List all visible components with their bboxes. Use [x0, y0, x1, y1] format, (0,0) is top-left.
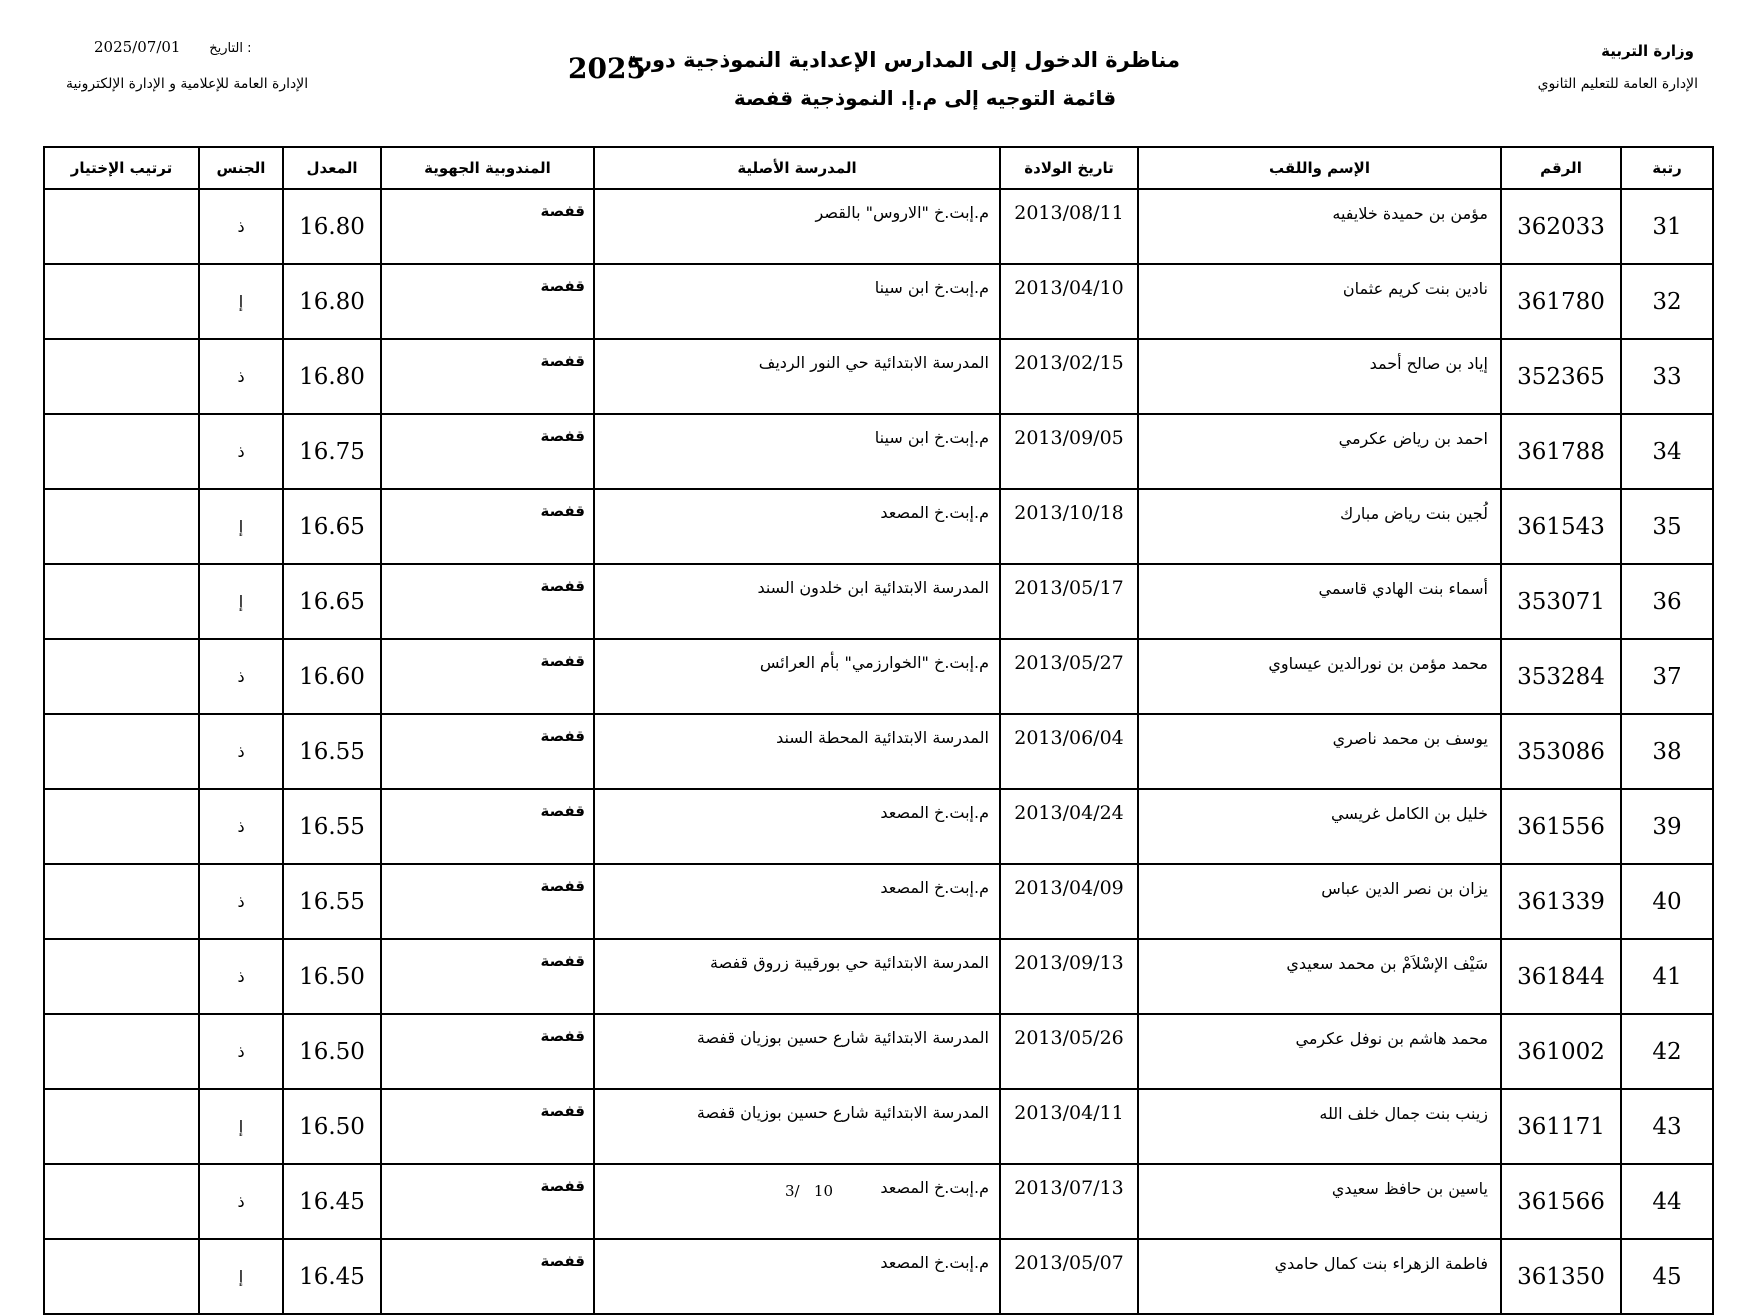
cell-delegation: قفصة: [381, 414, 594, 489]
cell-rank: 39: [1621, 789, 1713, 864]
cell-dob: 2013/02/15: [1000, 339, 1138, 414]
cell-rank: 32: [1621, 264, 1713, 339]
column-header-gender: الجنس: [199, 147, 283, 189]
cell-name: أسماء بنت الهادي قاسمي: [1138, 564, 1501, 639]
cell-average: 16.50: [283, 1014, 381, 1089]
table-row: [44, 789, 1713, 864]
cell-choice: [44, 1239, 199, 1314]
cell-school: المدرسة الابتدائية شارع حسين بوزيان قفصة: [594, 1014, 1000, 1089]
cell-dob: 2013/04/10: [1000, 264, 1138, 339]
date-label: التاريخ :: [209, 41, 252, 56]
table-row: [44, 339, 1713, 414]
cell-dob: 2013/06/04: [1000, 714, 1138, 789]
page-subtitle: قائمة التوجيه إلى م.إ. النموذجية قفصة: [733, 86, 1117, 110]
cell-school: المدرسة الابتدائية حي النور الرديف: [594, 339, 1000, 414]
cell-choice: [44, 1164, 199, 1239]
cell-school: م.إبت.خ المصعد: [594, 1164, 1000, 1239]
cell-gender: إ: [199, 1089, 283, 1164]
table-row: [44, 1014, 1713, 1089]
column-header-delegation: المندوبية الجهوية: [381, 147, 594, 189]
cell-choice: [44, 939, 199, 1014]
cell-gender: ذ: [199, 939, 283, 1014]
cell-choice: [44, 189, 199, 264]
cell-delegation: قفصة: [381, 1164, 594, 1239]
cell-school: م.إبت.خ "الاروس" بالقصر: [594, 189, 1000, 264]
cell-choice: [44, 414, 199, 489]
cell-dob: 2013/04/09: [1000, 864, 1138, 939]
cell-school: م.إبت.خ المصعد: [594, 489, 1000, 564]
cell-choice: [44, 639, 199, 714]
cell-average: 16.45: [283, 1239, 381, 1314]
results-table: [43, 146, 1714, 1315]
cell-school: م.إبت.خ المصعد: [594, 864, 1000, 939]
table-row: [44, 264, 1713, 339]
table-row: [44, 939, 1713, 1014]
directorate-name: الإدارة العامة للتعليم الثانوي: [1537, 76, 1698, 92]
cell-id: 361780: [1501, 264, 1621, 339]
cell-name: خليل بن الكامل غريسي: [1138, 789, 1501, 864]
cell-rank: 34: [1621, 414, 1713, 489]
cell-name: ياسين بن حافظ سعيدي: [1138, 1164, 1501, 1239]
cell-average: 16.55: [283, 714, 381, 789]
cell-average: 16.65: [283, 564, 381, 639]
cell-name: لُجين بنت رياض مبارك: [1138, 489, 1501, 564]
table-row: [44, 414, 1713, 489]
cell-choice: [44, 1014, 199, 1089]
table-row: [44, 489, 1713, 564]
cell-gender: ذ: [199, 1014, 283, 1089]
table-row: [44, 189, 1713, 264]
cell-name: زينب بنت جمال خلف الله: [1138, 1089, 1501, 1164]
cell-delegation: قفصة: [381, 864, 594, 939]
cell-delegation: قفصة: [381, 1089, 594, 1164]
cell-id: 353071: [1501, 564, 1621, 639]
page-current: 3: [785, 1182, 795, 1200]
cell-delegation: قفصة: [381, 639, 594, 714]
cell-dob: 2013/10/18: [1000, 489, 1138, 564]
cell-rank: 35: [1621, 489, 1713, 564]
table-row: [44, 1164, 1713, 1239]
cell-average: 16.45: [283, 1164, 381, 1239]
title-year: 2025: [568, 52, 646, 85]
cell-rank: 31: [1621, 189, 1713, 264]
column-header-choice: ترتيب الإختيار: [44, 147, 199, 189]
cell-gender: إ: [199, 264, 283, 339]
cell-id: 353284: [1501, 639, 1621, 714]
cell-average: 16.55: [283, 789, 381, 864]
cell-choice: [44, 489, 199, 564]
cell-dob: 2013/04/24: [1000, 789, 1138, 864]
cell-dob: 2013/09/05: [1000, 414, 1138, 489]
cell-school: المدرسة الابتدائية حي بورقيبة زروق قفصة: [594, 939, 1000, 1014]
cell-choice: [44, 864, 199, 939]
cell-rank: 38: [1621, 714, 1713, 789]
cell-choice: [44, 1089, 199, 1164]
cell-name: مؤمن بن حميدة خلايفيه: [1138, 189, 1501, 264]
table-row: [44, 1239, 1713, 1314]
date-line: [94, 38, 252, 56]
cell-name: احمد بن رياض عكرمي: [1138, 414, 1501, 489]
column-header-name: الإسم واللقب: [1138, 147, 1501, 189]
cell-dob: 2013/05/17: [1000, 564, 1138, 639]
column-header-dob: تاريخ الولادة: [1000, 147, 1138, 189]
cell-average: 16.50: [283, 1089, 381, 1164]
cell-id: 361566: [1501, 1164, 1621, 1239]
cell-average: 16.80: [283, 189, 381, 264]
cell-rank: 36: [1621, 564, 1713, 639]
cell-dob: 2013/07/13: [1000, 1164, 1138, 1239]
column-header-rank: رتبة: [1621, 147, 1713, 189]
cell-school: المدرسة الابتدائية ابن خلدون السند: [594, 564, 1000, 639]
cell-id: 361002: [1501, 1014, 1621, 1089]
date-value: 2025/07/01: [94, 38, 181, 56]
column-header-id: الرقم: [1501, 147, 1621, 189]
cell-id: 361844: [1501, 939, 1621, 1014]
cell-school: م.إبت.خ ابن سينا: [594, 264, 1000, 339]
cell-dob: 2013/09/13: [1000, 939, 1138, 1014]
cell-average: 16.80: [283, 339, 381, 414]
cell-school: المدرسة الابتدائية شارع حسين بوزيان قفصة: [594, 1089, 1000, 1164]
cell-school: م.إبت.خ ابن سينا: [594, 414, 1000, 489]
cell-gender: إ: [199, 564, 283, 639]
cell-school: المدرسة الابتدائية المحطة السند: [594, 714, 1000, 789]
cell-average: 16.50: [283, 939, 381, 1014]
cell-rank: 44: [1621, 1164, 1713, 1239]
cell-gender: إ: [199, 1239, 283, 1314]
cell-school: م.إبت.خ "الخوارزمي" بأم العرائس: [594, 639, 1000, 714]
cell-gender: إ: [199, 489, 283, 564]
cell-id: 361339: [1501, 864, 1621, 939]
table-row: [44, 714, 1713, 789]
cell-delegation: قفصة: [381, 1239, 594, 1314]
cell-dob: 2013/05/07: [1000, 1239, 1138, 1314]
cell-delegation: قفصة: [381, 489, 594, 564]
column-header-average: المعدل: [283, 147, 381, 189]
cell-name: إياد بن صالح أحمد: [1138, 339, 1501, 414]
cell-average: 16.75: [283, 414, 381, 489]
cell-delegation: قفصة: [381, 714, 594, 789]
cell-id: 361171: [1501, 1089, 1621, 1164]
cell-rank: 33: [1621, 339, 1713, 414]
cell-delegation: قفصة: [381, 189, 594, 264]
cell-gender: ذ: [199, 414, 283, 489]
cell-rank: 43: [1621, 1089, 1713, 1164]
cell-delegation: قفصة: [381, 939, 594, 1014]
page-number: [785, 1182, 833, 1200]
cell-gender: ذ: [199, 639, 283, 714]
cell-id: 353086: [1501, 714, 1621, 789]
cell-choice: [44, 564, 199, 639]
cell-average: 16.60: [283, 639, 381, 714]
cell-choice: [44, 339, 199, 414]
department-name: الإدارة العامة للإعلامية و الإدارة الإلكترونية: [66, 76, 309, 92]
cell-name: فاطمة الزهراء بنت كمال حامدي: [1138, 1239, 1501, 1314]
cell-rank: 40: [1621, 864, 1713, 939]
cell-name: محمد هاشم بن نوفل عكرمي: [1138, 1014, 1501, 1089]
cell-name: محمد مؤمن بن نورالدين عيساوي: [1138, 639, 1501, 714]
cell-delegation: قفصة: [381, 789, 594, 864]
cell-average: 16.65: [283, 489, 381, 564]
cell-gender: ذ: [199, 714, 283, 789]
cell-gender: ذ: [199, 864, 283, 939]
column-header-school: المدرسة الأصلية: [594, 147, 1000, 189]
cell-rank: 41: [1621, 939, 1713, 1014]
table-row: [44, 564, 1713, 639]
cell-id: 361788: [1501, 414, 1621, 489]
cell-delegation: قفصة: [381, 264, 594, 339]
cell-dob: 2013/05/26: [1000, 1014, 1138, 1089]
page-title: مناظرة الدخول إلى المدارس الإعدادية النموذجية دورة: [627, 48, 1180, 72]
table-row: [44, 639, 1713, 714]
cell-dob: 2013/04/11: [1000, 1089, 1138, 1164]
table-row: [44, 1089, 1713, 1164]
cell-rank: 42: [1621, 1014, 1713, 1089]
cell-id: 362033: [1501, 189, 1621, 264]
cell-name: سَيْف الإسْلاَمْ بن محمد سعيدي: [1138, 939, 1501, 1014]
cell-delegation: قفصة: [381, 564, 594, 639]
page-separator: /: [794, 1182, 800, 1200]
page-total: 10: [813, 1182, 834, 1200]
cell-dob: 2013/05/27: [1000, 639, 1138, 714]
table-row: [44, 864, 1713, 939]
table-header-row: [44, 147, 1713, 189]
cell-gender: ذ: [199, 339, 283, 414]
cell-rank: 37: [1621, 639, 1713, 714]
cell-choice: [44, 789, 199, 864]
cell-id: 361556: [1501, 789, 1621, 864]
cell-rank: 45: [1621, 1239, 1713, 1314]
cell-gender: ذ: [199, 1164, 283, 1239]
cell-school: م.إبت.خ المصعد: [594, 789, 1000, 864]
cell-delegation: قفصة: [381, 1014, 594, 1089]
cell-name: يوسف بن محمد ناصري: [1138, 714, 1501, 789]
cell-gender: ذ: [199, 789, 283, 864]
cell-delegation: قفصة: [381, 339, 594, 414]
cell-id: 361543: [1501, 489, 1621, 564]
cell-choice: [44, 264, 199, 339]
cell-name: نادين بنت كريم عثمان: [1138, 264, 1501, 339]
cell-gender: ذ: [199, 189, 283, 264]
cell-school: م.إبت.خ المصعد: [594, 1239, 1000, 1314]
cell-name: يزان بن نصر الدين عباس: [1138, 864, 1501, 939]
cell-dob: 2013/08/11: [1000, 189, 1138, 264]
cell-average: 16.80: [283, 264, 381, 339]
cell-choice: [44, 714, 199, 789]
cell-id: 361350: [1501, 1239, 1621, 1314]
cell-id: 352365: [1501, 339, 1621, 414]
cell-average: 16.55: [283, 864, 381, 939]
ministry-name: وزارة التربية: [1601, 42, 1694, 60]
